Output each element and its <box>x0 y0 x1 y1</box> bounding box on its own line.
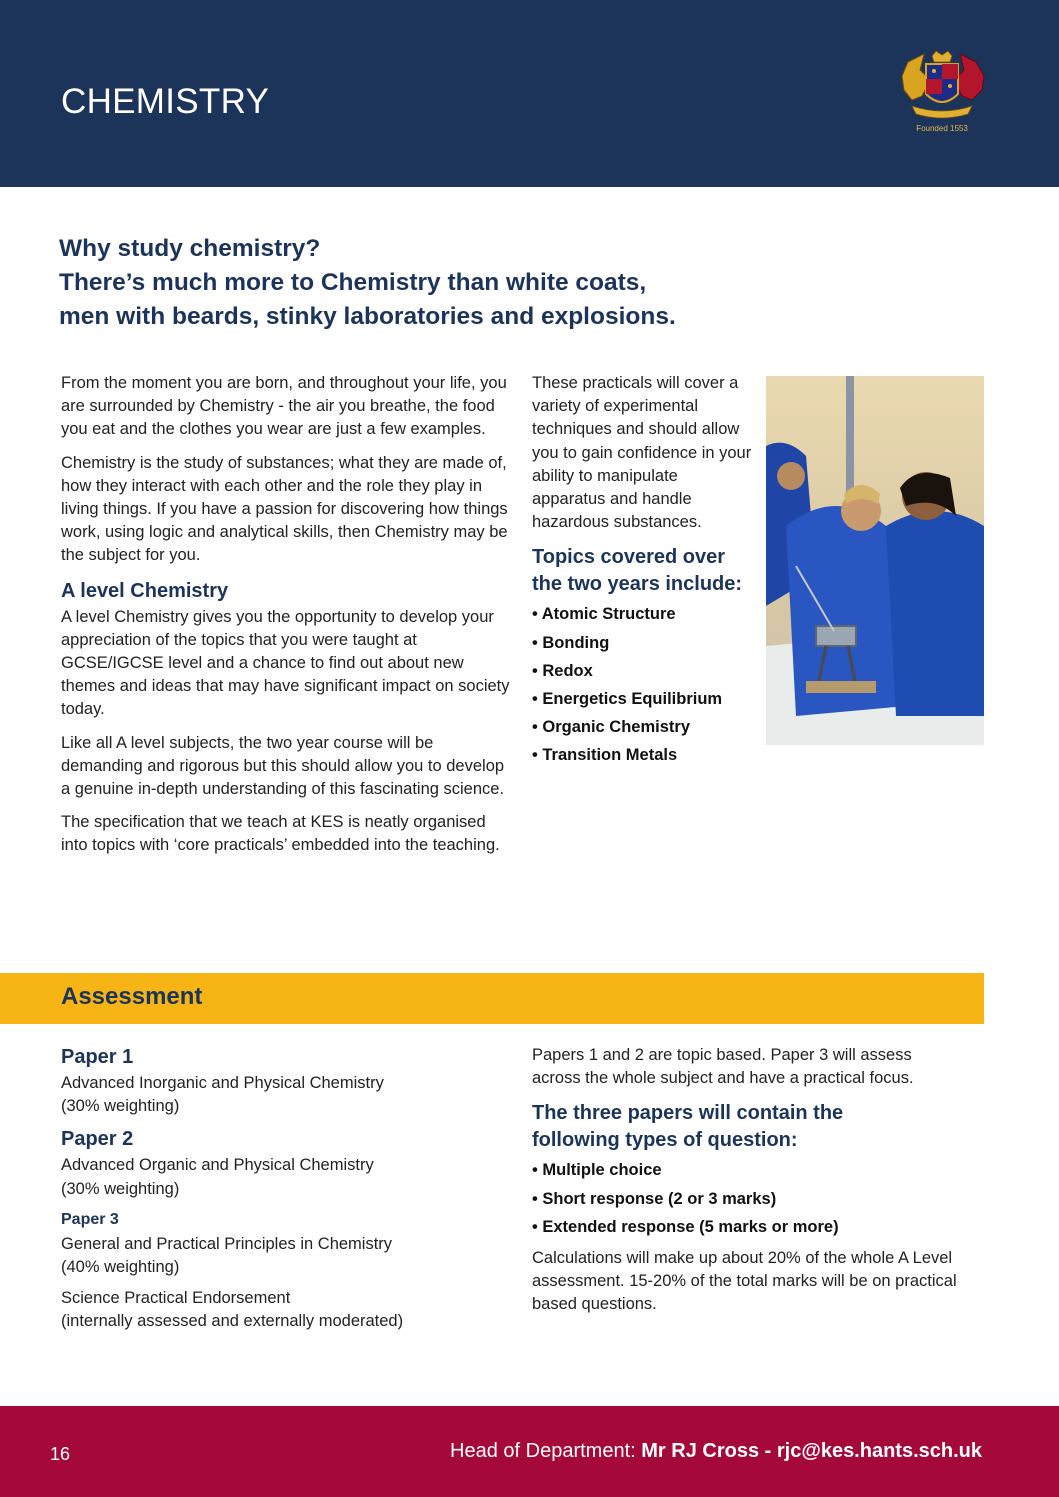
list-item: • Multiple choice <box>532 1156 962 1184</box>
endorsement-title: Science Practical Endorsement <box>61 1289 291 1308</box>
left-column <box>61 372 511 868</box>
list-item: • Redox <box>532 657 752 685</box>
list-item: • Organic Chemistry <box>532 713 752 741</box>
list-item: • Short response (2 or 3 marks) <box>532 1185 962 1213</box>
assessment-right-column <box>532 1044 962 1327</box>
endorsement-note: (internally assessed and externally moderated) <box>61 1312 404 1331</box>
list-item: • Extended response (5 marks or more) <box>532 1213 962 1241</box>
paper-weighting: (30% weighting) <box>61 1097 180 1116</box>
list-item: • Energetics Equilibrium <box>532 685 752 713</box>
body-paragraph: Like all A level subjects, the two year course will be demanding and rigorous but this should allow you to develop a genuine in-depth understanding of this fascinating science. <box>61 733 505 799</box>
topics-heading-line1: Topics covered over <box>532 546 726 569</box>
body-paragraph: A level Chemistry gives you the opportunity to develop your appreciation of the topics that you were taught at GCSE/IGCSE level and a chance to find out about new themes and ideas that may have significant impact on society today. <box>61 607 510 719</box>
topics-list <box>532 600 752 769</box>
question-types-list <box>532 1156 962 1241</box>
lab-photo <box>766 376 984 745</box>
contact-value: Mr RJ Cross - rjc@kes.hants.sch.uk <box>641 1440 982 1462</box>
paper-title: Paper 2 <box>61 1128 134 1151</box>
crest-caption: Founded 1553 <box>916 124 968 133</box>
topics-heading <box>532 544 752 598</box>
body-paragraph: These practicals will cover a variety of experimental techniques and should allow you to gain confidence in your ability to manipulate apparatus and handle hazardous substances. <box>532 374 752 532</box>
right-column <box>532 372 752 770</box>
contact-label: Head of Department: <box>450 1440 642 1462</box>
body-paragraph: From the moment you are born, and throughout your life, you are surrounded by Chemistry - the air you breathe, the food you eat and the clothes you wear are just a few examples. <box>61 374 507 439</box>
question-heading-line2: following types of question: <box>532 1129 798 1152</box>
intro-heading <box>59 232 819 334</box>
question-types-heading <box>532 1100 962 1154</box>
paper-description <box>61 1154 501 1200</box>
paper-description <box>61 1072 501 1118</box>
list-item: • Transition Metals <box>532 741 752 769</box>
body-paragraph: The specification that we teach at KES is neatly organised into topics with ‘core practicals’ embedded into the teaching. <box>61 813 500 855</box>
assessment-left-column <box>61 1044 501 1342</box>
paper-name: Advanced Organic and Physical Chemistry <box>61 1156 374 1175</box>
intro-question: Why study chemistry? <box>59 235 321 262</box>
paper-title: Paper 3 <box>61 1210 119 1228</box>
paper-title: Paper 1 <box>61 1046 134 1068</box>
intro-subtitle-line2: men with beards, stinky laboratories and explosions. <box>59 303 676 330</box>
list-item: • Atomic Structure <box>532 600 752 628</box>
assessment-title: Assessment <box>61 983 203 1010</box>
topics-heading-line2: the two years include: <box>532 573 743 596</box>
page-number: 16 <box>50 1444 71 1464</box>
paper-name: Advanced Inorganic and Physical Chemistry <box>61 1074 384 1092</box>
department-contact <box>450 1440 982 1463</box>
list-item: • Bonding <box>532 629 752 657</box>
paper-description <box>61 1233 501 1279</box>
page-title: CHEMISTRY <box>61 82 270 121</box>
paper-name: General and Practical Principles in Chemistry <box>61 1234 393 1253</box>
body-paragraph: Chemistry is the study of substances; what they are made of, how they interact with each other and the role they play in living things. If you have a passion for discovering how things work, using logic and analytical skills, then Chemistry may be the subject for you. <box>61 453 508 565</box>
body-paragraph: Papers 1 and 2 are topic based. Paper 3 will assess across the whole subject and have a practical focus. <box>532 1046 914 1088</box>
a-level-heading: A level Chemistry <box>61 579 229 602</box>
intro-subtitle-line1: There’s much more to Chemistry than white coats, <box>59 269 647 296</box>
paper-weighting: (30% weighting) <box>61 1179 180 1198</box>
question-heading-line1: The three papers will contain the <box>532 1102 844 1125</box>
paper-weighting: (40% weighting) <box>61 1258 180 1277</box>
endorsement-text <box>61 1287 501 1333</box>
body-paragraph: Calculations will make up about 20% of the whole A Level assessment. 15-20% of the total marks will be on practical based questions. <box>532 1249 957 1314</box>
